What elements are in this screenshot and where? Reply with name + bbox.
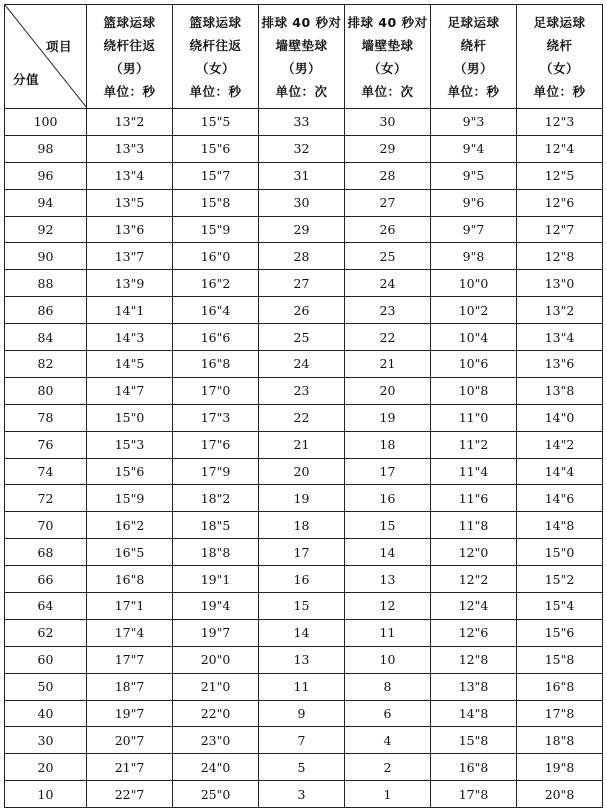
value-cell: 32 (259, 135, 345, 162)
column-header (345, 5, 431, 109)
value-cell: 22 (259, 404, 345, 431)
value-cell: 2 (345, 754, 431, 781)
column-header-line1: 篮球运球 (103, 14, 156, 30)
value-cell: 26 (345, 216, 431, 243)
score-cell: 20 (5, 754, 87, 781)
column-header-unit: 单位：次 (361, 83, 414, 99)
value-cell: 25 (345, 243, 431, 270)
value-cell: 15"0 (87, 404, 173, 431)
value-cell: 5 (259, 754, 345, 781)
value-cell: 15 (259, 593, 345, 620)
value-cell: 15 (345, 512, 431, 539)
value-cell: 14"0 (517, 404, 603, 431)
table-row (5, 700, 603, 727)
column-header-line3: （女） (195, 60, 235, 76)
value-cell: 7 (259, 727, 345, 754)
column-header-line3: （男） (109, 60, 149, 76)
score-cell: 50 (5, 673, 87, 700)
value-cell: 12"5 (517, 162, 603, 189)
column-header-line2: 绕杆 (546, 37, 573, 53)
value-cell: 30 (345, 109, 431, 136)
value-cell: 18 (345, 431, 431, 458)
value-cell: 13"4 (87, 162, 173, 189)
value-cell: 11"2 (431, 431, 517, 458)
value-cell: 11"4 (431, 458, 517, 485)
table-row (5, 593, 603, 620)
value-cell: 17 (259, 539, 345, 566)
value-cell: 15"7 (173, 162, 259, 189)
value-cell: 27 (345, 189, 431, 216)
value-cell: 22 (345, 324, 431, 351)
column-header-line1: 篮球运球 (189, 14, 242, 30)
value-cell: 18"8 (517, 727, 603, 754)
value-cell: 16"2 (87, 512, 173, 539)
value-cell: 9"6 (431, 189, 517, 216)
table-row (5, 351, 603, 378)
value-cell: 13"6 (87, 216, 173, 243)
value-cell: 10"6 (431, 351, 517, 378)
value-cell: 15"8 (431, 727, 517, 754)
value-cell: 9 (259, 700, 345, 727)
table-row (5, 189, 603, 216)
value-cell: 15"6 (173, 135, 259, 162)
table-row (5, 619, 603, 646)
value-cell: 13"0 (517, 270, 603, 297)
table-row (5, 485, 603, 512)
value-cell: 14"5 (87, 351, 173, 378)
column-header-line1: 排球 40 秒对 (347, 14, 428, 30)
value-cell: 18"7 (87, 673, 173, 700)
value-cell: 14"2 (517, 431, 603, 458)
value-cell: 15"6 (517, 619, 603, 646)
value-cell: 16"4 (173, 297, 259, 324)
value-cell: 12"8 (517, 243, 603, 270)
value-cell: 33 (259, 109, 345, 136)
value-cell: 17"6 (173, 431, 259, 458)
value-cell: 29 (259, 216, 345, 243)
value-cell: 30 (259, 189, 345, 216)
table-row (5, 512, 603, 539)
value-cell: 13 (259, 646, 345, 673)
value-cell: 24"0 (173, 754, 259, 781)
value-cell: 13"4 (517, 324, 603, 351)
value-cell: 8 (345, 673, 431, 700)
value-cell: 18 (259, 512, 345, 539)
column-header (87, 5, 173, 109)
column-header-line2: 墙壁垫球 (275, 37, 328, 53)
column-header-unit: 单位：秒 (189, 83, 242, 99)
table-row (5, 162, 603, 189)
score-cell: 66 (5, 566, 87, 593)
value-cell: 16 (259, 566, 345, 593)
table-row (5, 297, 603, 324)
column-header-line3: （女） (367, 60, 407, 76)
value-cell: 3 (259, 781, 345, 808)
value-cell: 9"7 (431, 216, 517, 243)
value-cell: 12"4 (517, 135, 603, 162)
score-cell: 64 (5, 593, 87, 620)
value-cell: 15"2 (517, 566, 603, 593)
column-header (431, 5, 517, 109)
value-cell: 11"6 (431, 485, 517, 512)
value-cell: 14"6 (517, 485, 603, 512)
value-cell: 12"3 (517, 109, 603, 136)
table-row (5, 243, 603, 270)
table-row (5, 727, 603, 754)
value-cell: 16"8 (517, 673, 603, 700)
value-cell: 19"4 (173, 593, 259, 620)
value-cell: 10"2 (431, 297, 517, 324)
value-cell: 17"3 (173, 404, 259, 431)
table-row (5, 566, 603, 593)
value-cell: 21 (345, 351, 431, 378)
value-cell: 9"3 (431, 109, 517, 136)
value-cell: 13 (345, 566, 431, 593)
value-cell: 23 (259, 377, 345, 404)
column-header-unit: 单位：秒 (103, 83, 156, 99)
value-cell: 10 (345, 646, 431, 673)
table-row (5, 109, 603, 136)
value-cell: 25"0 (173, 781, 259, 808)
table-row (5, 673, 603, 700)
table-row (5, 458, 603, 485)
value-cell: 28 (259, 243, 345, 270)
value-cell: 17"8 (431, 781, 517, 808)
value-cell: 24 (345, 270, 431, 297)
value-cell: 19"1 (173, 566, 259, 593)
value-cell: 4 (345, 727, 431, 754)
value-cell: 27 (259, 270, 345, 297)
score-cell: 94 (5, 189, 87, 216)
value-cell: 15"3 (87, 431, 173, 458)
table-row (5, 754, 603, 781)
score-cell: 40 (5, 700, 87, 727)
column-header-line1: 排球 40 秒对 (261, 14, 342, 30)
value-cell: 22"7 (87, 781, 173, 808)
value-cell: 15"6 (87, 458, 173, 485)
value-cell: 22"0 (173, 700, 259, 727)
value-cell: 21 (259, 431, 345, 458)
value-cell: 11 (259, 673, 345, 700)
value-cell: 11"0 (431, 404, 517, 431)
column-header-line3: （男） (281, 60, 321, 76)
value-cell: 18"5 (173, 512, 259, 539)
table-row (5, 377, 603, 404)
value-cell: 28 (345, 162, 431, 189)
column-header-line1: 足球运球 (447, 14, 500, 30)
value-cell: 15"4 (517, 593, 603, 620)
table-row (5, 135, 603, 162)
value-cell: 11 (345, 619, 431, 646)
column-header-unit: 单位：秒 (447, 83, 500, 99)
value-cell: 15"9 (87, 485, 173, 512)
value-cell: 15"0 (517, 539, 603, 566)
value-cell: 17"0 (173, 377, 259, 404)
value-cell: 17 (345, 458, 431, 485)
value-cell: 16"0 (173, 243, 259, 270)
value-cell: 17"8 (517, 700, 603, 727)
value-cell: 12 (345, 593, 431, 620)
value-cell: 20"0 (173, 646, 259, 673)
column-header-line2: 墙壁垫球 (361, 37, 414, 53)
score-cell: 84 (5, 324, 87, 351)
column-header (259, 5, 345, 109)
value-cell: 14"7 (87, 377, 173, 404)
value-cell: 1 (345, 781, 431, 808)
value-cell: 14"8 (431, 700, 517, 727)
value-cell: 16"2 (173, 270, 259, 297)
table-body (5, 109, 603, 808)
value-cell: 31 (259, 162, 345, 189)
value-cell: 13"7 (87, 243, 173, 270)
value-cell: 15"8 (173, 189, 259, 216)
table-row (5, 431, 603, 458)
score-cell: 68 (5, 539, 87, 566)
value-cell: 12"8 (431, 646, 517, 673)
value-cell: 13"2 (87, 109, 173, 136)
score-cell: 86 (5, 297, 87, 324)
value-cell: 12"7 (517, 216, 603, 243)
value-cell: 10"8 (431, 377, 517, 404)
value-cell: 20"7 (87, 727, 173, 754)
table-row (5, 539, 603, 566)
value-cell: 16 (345, 485, 431, 512)
score-cell: 78 (5, 404, 87, 431)
score-cell: 72 (5, 485, 87, 512)
header-row (5, 5, 603, 109)
score-cell: 90 (5, 243, 87, 270)
value-cell: 13"3 (87, 135, 173, 162)
value-cell: 13"8 (517, 377, 603, 404)
value-cell: 21"7 (87, 754, 173, 781)
score-cell: 96 (5, 162, 87, 189)
value-cell: 15"8 (517, 646, 603, 673)
value-cell: 20 (345, 377, 431, 404)
column-header-line2: 绕杆 (460, 37, 487, 53)
value-cell: 29 (345, 135, 431, 162)
value-cell: 9"4 (431, 135, 517, 162)
value-cell: 16"8 (431, 754, 517, 781)
score-cell: 76 (5, 431, 87, 458)
score-cell: 30 (5, 727, 87, 754)
value-cell: 16"8 (173, 351, 259, 378)
corner-cell (5, 5, 87, 109)
value-cell: 10"0 (431, 270, 517, 297)
value-cell: 17"4 (87, 619, 173, 646)
column-header (173, 5, 259, 109)
table-row (5, 781, 603, 808)
value-cell: 12"6 (517, 189, 603, 216)
value-cell: 10"4 (431, 324, 517, 351)
value-cell: 15"5 (173, 109, 259, 136)
value-cell: 12"0 (431, 539, 517, 566)
score-cell: 10 (5, 781, 87, 808)
value-cell: 19"8 (517, 754, 603, 781)
value-cell: 14"3 (87, 324, 173, 351)
value-cell: 13"9 (87, 270, 173, 297)
score-cell: 80 (5, 377, 87, 404)
column-header-line1: 足球运球 (533, 14, 586, 30)
column-header-line3: （女） (539, 60, 579, 76)
value-cell: 11"8 (431, 512, 517, 539)
value-cell: 14"1 (87, 297, 173, 324)
value-cell: 19 (259, 485, 345, 512)
value-cell: 9"5 (431, 162, 517, 189)
column-header-unit: 单位：秒 (533, 83, 586, 99)
score-cell: 100 (5, 109, 87, 136)
value-cell: 12"4 (431, 593, 517, 620)
score-table (4, 4, 603, 808)
column-header-unit: 单位：次 (275, 83, 328, 99)
value-cell: 19"7 (87, 700, 173, 727)
score-cell: 62 (5, 619, 87, 646)
value-cell: 13"6 (517, 351, 603, 378)
value-cell: 19 (345, 404, 431, 431)
value-cell: 18"2 (173, 485, 259, 512)
value-cell: 21"0 (173, 673, 259, 700)
value-cell: 17"1 (87, 593, 173, 620)
value-cell: 13"8 (431, 673, 517, 700)
value-cell: 17"9 (173, 458, 259, 485)
column-header-line3: （男） (453, 60, 493, 76)
value-cell: 24 (259, 351, 345, 378)
value-cell: 14"4 (517, 458, 603, 485)
value-cell: 16"6 (173, 324, 259, 351)
score-cell: 92 (5, 216, 87, 243)
score-cell: 82 (5, 351, 87, 378)
value-cell: 6 (345, 700, 431, 727)
score-cell: 74 (5, 458, 87, 485)
value-cell: 16"8 (87, 566, 173, 593)
table-row (5, 646, 603, 673)
value-cell: 13"2 (517, 297, 603, 324)
value-cell: 20"8 (517, 781, 603, 808)
value-cell: 13"5 (87, 189, 173, 216)
value-cell: 14 (345, 539, 431, 566)
table-row (5, 216, 603, 243)
score-cell: 98 (5, 135, 87, 162)
value-cell: 18"8 (173, 539, 259, 566)
table-row (5, 270, 603, 297)
value-cell: 26 (259, 297, 345, 324)
score-cell: 70 (5, 512, 87, 539)
value-cell: 12"6 (431, 619, 517, 646)
value-cell: 12"2 (431, 566, 517, 593)
value-cell: 23 (345, 297, 431, 324)
value-cell: 14 (259, 619, 345, 646)
value-cell: 20 (259, 458, 345, 485)
value-cell: 17"7 (87, 646, 173, 673)
value-cell: 14"8 (517, 512, 603, 539)
table-row (5, 404, 603, 431)
value-cell: 15"9 (173, 216, 259, 243)
corner-item-label: 项目 (45, 39, 72, 54)
corner-score-label: 分值 (13, 72, 40, 87)
score-cell: 60 (5, 646, 87, 673)
value-cell: 16"5 (87, 539, 173, 566)
value-cell: 19"7 (173, 619, 259, 646)
table-row (5, 324, 603, 351)
score-cell: 88 (5, 270, 87, 297)
column-header-line2: 绕杆往返 (103, 37, 156, 53)
column-header (517, 5, 603, 109)
value-cell: 25 (259, 324, 345, 351)
score-table-container (4, 4, 603, 808)
value-cell: 9"8 (431, 243, 517, 270)
value-cell: 23"0 (173, 727, 259, 754)
column-header-line2: 绕杆往返 (189, 37, 242, 53)
